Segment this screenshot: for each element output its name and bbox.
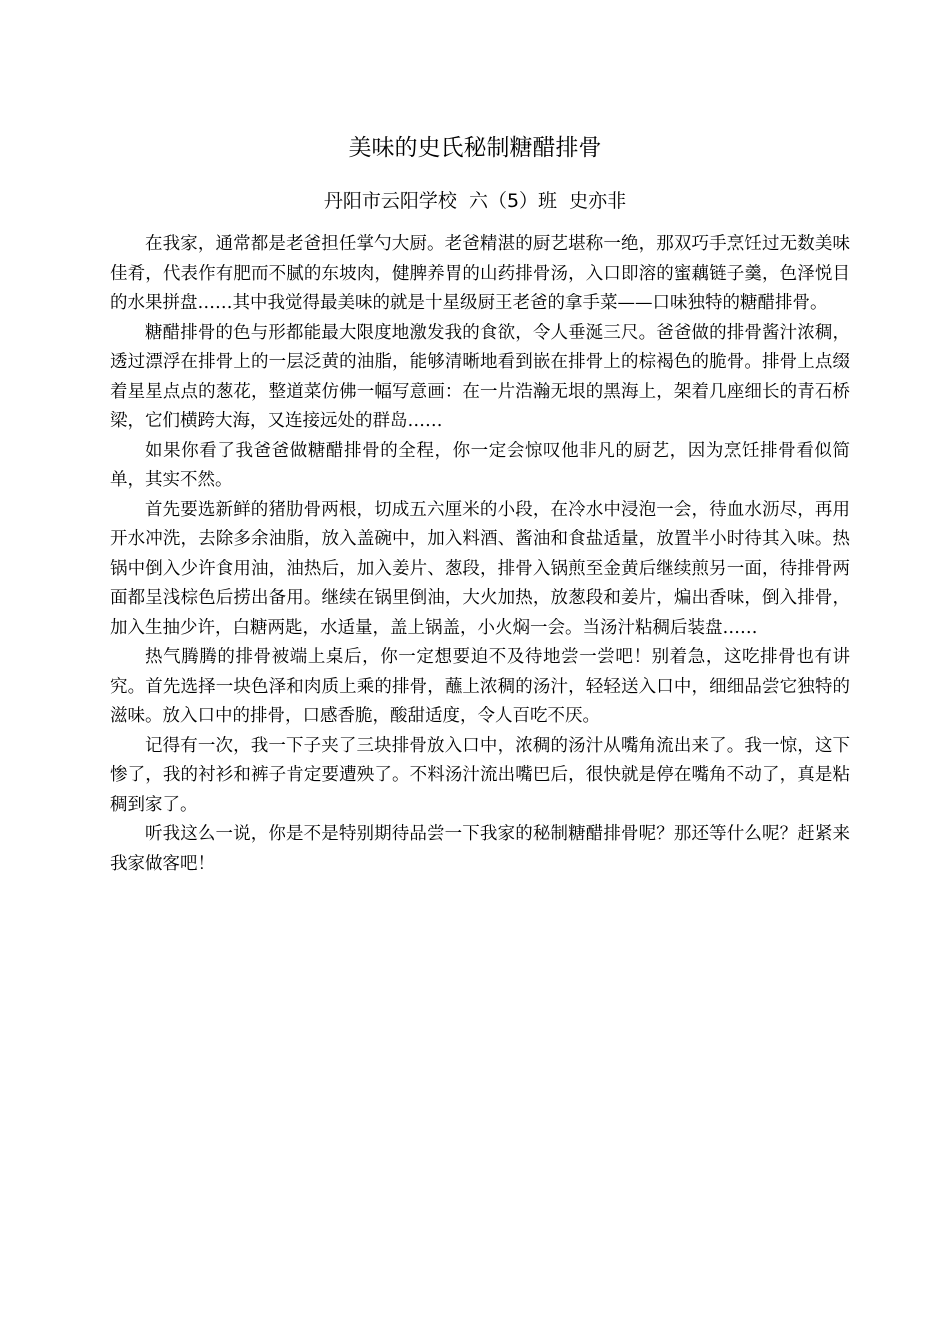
paragraph: 在我家，通常都是老爸担任掌勺大厨。老爸精湛的厨艺堪称一绝，那双巧手烹饪过无数美味佳肴，代表作有肥而不腻的东坡肉，健脾养胃的山药排骨汤，入口即溶的蜜藕链子羹，色泽悦目的水果拼盘……其中我觉得最美味的就是十星级厨王老爸的拿手菜——口味独特的糖醋排骨。 xyxy=(110,234,850,313)
document-title: 美味的史氏秘制糖醋排骨 xyxy=(348,135,602,161)
paragraph: 听我这么一说，你是不是特别期待品尝一下我家的秘制糖醋排骨呢？那还等什么呢？赶紧来我家做客吧！ xyxy=(110,824,850,874)
article-body xyxy=(110,230,850,879)
author-byline: 丹阳市云阳学校 六（5）班 史亦非 xyxy=(323,190,627,212)
paragraph: 糖醋排骨的色与形都能最大限度地激发我的食欲，令人垂涎三尺。爸爸做的排骨酱汁浓稠，透过漂浮在排骨上的一层泛黄的油脂，能够清晰地看到嵌在排骨上的棕褐色的脆骨。排骨上点缀着星星点点的葱花，整道菜仿佛一幅写意画：在一片浩瀚无垠的黑海上，架着几座细长的青石桥梁，它们横跨大海，又连接远处的群岛…… xyxy=(110,322,850,431)
paragraph: 如果你看了我爸爸做糖醋排骨的全程，你一定会惊叹他非凡的厨艺，因为烹饪排骨看似简单，其实不然。 xyxy=(110,440,850,490)
paragraph: 记得有一次，我一下子夹了三块排骨放入口中，浓稠的汤汁从嘴角流出来了。我一惊，这下惨了，我的衬衫和裤子肯定要遭殃了。不料汤汁流出嘴巴后，很快就是停在嘴角不动了，真是粘稠到家了。 xyxy=(110,735,850,815)
paragraph: 热气腾腾的排骨被端上桌后，你一定想要迫不及待地尝一尝吧！别着急，这吃排骨也有讲究。首先选择一块色泽和肉质上乘的排骨，蘸上浓稠的汤汁，轻轻送入口中，细细品尝它独特的滋味。放入口中的排骨，口感香脆，酸甜适度，令人百吃不厌。 xyxy=(110,647,850,726)
paragraph: 首先要选新鲜的猪肋骨两根，切成五六厘米的小段，在冷水中浸泡一会，待血水沥尽，再用开水冲洗，去除多余油脂，放入盖碗中，加入料酒、酱油和食盐适量，放置半小时待其入味。热锅中倒入少许食用油，油热后，加入姜片、葱段，排骨入锅煎至金黄后继续煎另一面，待排骨两面都呈浅棕色后捞出备用。继续在锅里倒油，大火加热，放葱段和姜片，煸出香味，倒入排骨，加入生抽少许，白糖两匙，水适量，盖上锅盖，小火焖一会。当汤汁粘稠后装盘…… xyxy=(110,499,850,638)
